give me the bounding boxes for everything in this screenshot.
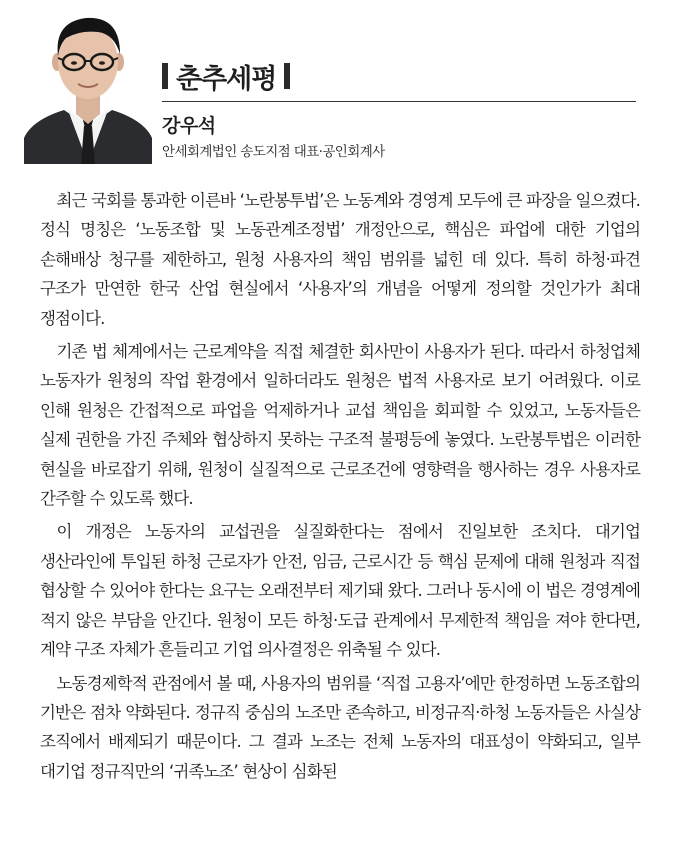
article-paragraph: 기존 법 체계에서는 근로계약을 직접 체결한 회사만이 사용자가 된다. 따라서 하청업체 노동자가 원청의 작업 환경에서 일하더라도 원청은 법적 사용자로 보기 어려웠다. 이로 인해 원청은 간접적으로 파업을 억제하거나 교섭 책임을 회피할 수 있었고, 노동자들은 실제 권한을 가진 주체와 협상하지 못하는 구조적 불평등에 놓였다. 노란봉투법은 이러한 현실을 바로잡기 위해, 원청이 실질적으로 근로조건에 영향력을 행사하는 경우 사용자로 간주할 수 있도록 했다.: [40, 342, 640, 509]
article-paragraph: 노동경제학적 관점에서 볼 때, 사용자의 범위를 ‘직접 고용자’에만 한정하면 노동조합의 기반은 점차 약화된다. 정규직 중심의 노조만 존속하고, 비정규직·하청 노동자들은 사실상 조직에서 배제되기 때문이다. 그 결과 노조는 전체 노동자의 대표성이 약화되고, 일부 대기업 정규직만의 ‘귀족노조’ 현상이 심화된: [40, 673, 640, 781]
article-paragraph: 이 개정은 노동자의 교섭권을 실질화한다는 점에서 진일보한 조치다. 대기업 생산라인에 투입된 하청 근로자가 안전, 임금, 근로시간 등 핵심 문제에 대해 원청과 직접 협상할 수 있어야 한다는 요구는 오래전부터 제기돼 왔다. 그러나 동시에 이 법은 경영계에 적지 않은 부담을 안긴다. 원청이 모든 하청·도급 관계에서 무제한적 책임을 져야 한다면, 계약 구조 자체가 흔들리고 기업 의사결정은 위축될 수 있다.: [40, 522, 640, 660]
article-paragraph: 최근 국회를 통과한 이른바 ‘노란봉투법’은 노동계와 경영계 모두에 큰 파장을 일으켰다. 정식 명칭은 ‘노동조합 및 노동관계조정법’ 개정안으로, 핵심은 파업에 대한 기업의 손해배상 청구를 제한하고, 원청 사용자의 책임 범위를 넓힌 데 있다. 특히 하청·파견 구조가 만연한 한국 산업 현실에서 ‘사용자’의 개념을 어떻게 정의할 것인가가 최대 쟁점이다.: [40, 191, 640, 328]
author-photo: [24, 4, 152, 164]
title-bar-right: [284, 63, 290, 89]
author-portrait-illustration: [24, 4, 152, 164]
author-affiliation: 안세회계법인 송도지점 대표·공인회계사: [162, 144, 385, 160]
article-body: [40, 186, 640, 790]
author-name: 강우석: [162, 115, 216, 137]
title-bar-left: [162, 63, 168, 89]
header-divider: [162, 101, 636, 102]
column-title: [162, 56, 290, 96]
column-title-text: 춘추세평: [176, 63, 277, 95]
column-header: [0, 0, 680, 170]
